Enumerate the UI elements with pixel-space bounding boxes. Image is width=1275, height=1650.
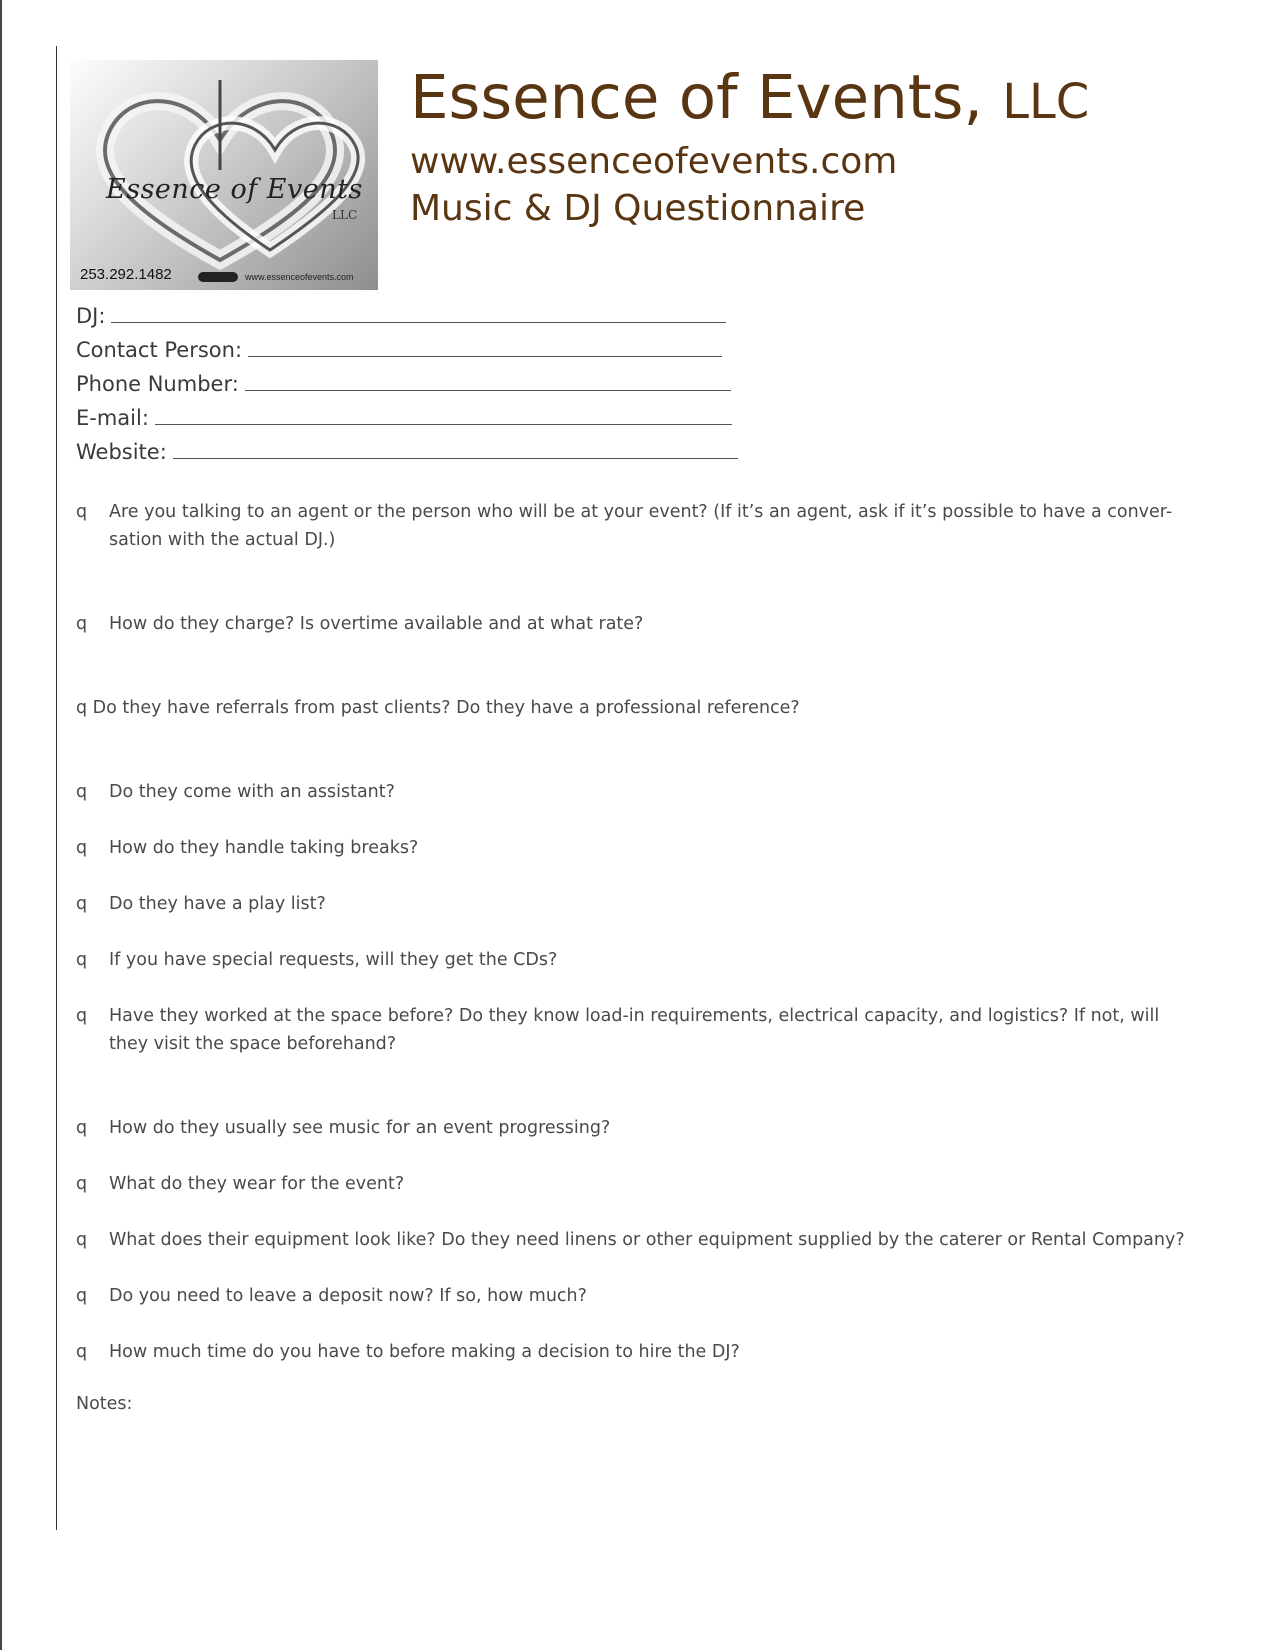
field-website[interactable]: [76, 440, 738, 468]
question-item: [76, 610, 1196, 638]
blank-line[interactable]: [155, 406, 732, 425]
field-email[interactable]: [76, 406, 732, 434]
field-phone-number[interactable]: [76, 372, 731, 400]
notes-label: Notes:: [76, 1394, 133, 1414]
checkbox-bullet: q: [76, 502, 88, 522]
question-item: [76, 778, 1196, 806]
checkbox-bullet: q: [76, 1230, 88, 1250]
checkbox-bullet: q: [76, 614, 88, 634]
question-item: [76, 1226, 1196, 1254]
checkbox-bullet: q: [76, 1006, 88, 1026]
question-item: [76, 834, 1196, 862]
question-text: How much time do you have to before making a decision to hire the DJ?: [109, 1342, 740, 1362]
checkbox-bullet: q: [76, 894, 88, 914]
field-label: Website:: [76, 440, 167, 464]
question-item: [76, 1002, 1196, 1062]
checkbox-bullet: q: [76, 1342, 88, 1362]
blank-line[interactable]: [245, 372, 731, 391]
checkbox-bullet: q: [76, 1118, 88, 1138]
question-item: [76, 1282, 1196, 1310]
field-label: Contact Person:: [76, 338, 243, 362]
checkbox-bullet: q: [76, 1286, 88, 1306]
question-item: [76, 1170, 1196, 1198]
question-text: If you have special requests, will they get the CDs?: [109, 950, 558, 970]
question-item: [76, 1338, 1196, 1366]
question-text: q Do they have referrals from past clients? Do they have a professional reference?: [76, 698, 800, 718]
blank-line[interactable]: [173, 440, 738, 459]
company-suffix: LLC: [1002, 74, 1090, 130]
question-text: How do they handle taking breaks?: [109, 838, 419, 858]
blank-line[interactable]: [248, 338, 722, 357]
logo-phone: 253.292.1482: [80, 266, 172, 283]
checkbox-bullet: q: [76, 782, 88, 802]
question-text: How do they usually see music for an event progressing?: [109, 1118, 611, 1138]
field-label: E-mail:: [76, 406, 149, 430]
company-title: [410, 62, 1089, 133]
question-text: Are you talking to an agent or the person who will be at your event? (If it’s an agent, ask if it’s possible to have a conver- sation with the actual DJ.): [109, 502, 1173, 550]
field-label: Phone Number:: [76, 372, 239, 396]
page-edge: [0, 0, 2, 1650]
question-text: What does their equipment look like? Do they need linens or other equipment supplied by the caterer or Rental Company?: [109, 1230, 1185, 1250]
question-text: Have they worked at the space before? Do they know load-in requirements, electrical capacity, and logistics? If not, will they visit the space beforehand?: [109, 1006, 1160, 1054]
question-text: Do they have a play list?: [109, 894, 326, 914]
field-dj[interactable]: [76, 304, 726, 332]
logo-llc: LLC: [332, 208, 358, 222]
question-item: [76, 1114, 1196, 1142]
field-contact-person[interactable]: [76, 338, 722, 366]
company-url: www.essenceofevents.com: [410, 141, 898, 182]
blank-line[interactable]: [111, 304, 726, 323]
question-item: [76, 498, 1196, 558]
logo-name: Essence of Events: [106, 174, 363, 205]
checkbox-bullet: q: [76, 1174, 88, 1194]
margin-rule: [56, 46, 57, 1530]
question-text: What do they wear for the event?: [109, 1174, 405, 1194]
checkbox-bullet: q: [76, 950, 88, 970]
company-logo: [70, 60, 378, 290]
company-name: Essence of Events,: [410, 62, 983, 133]
field-label: DJ:: [76, 304, 106, 328]
question-text: Do they come with an assistant?: [109, 782, 395, 802]
logo-website: www.essenceofevents.com: [245, 272, 354, 282]
checkbox-bullet: q: [76, 838, 88, 858]
question-item: [76, 890, 1196, 918]
document-title: Music & DJ Questionnaire: [410, 188, 866, 229]
question-item: [76, 946, 1196, 974]
usb-icon: [198, 272, 238, 282]
question-text: How do they charge? Is overtime available and at what rate?: [109, 614, 644, 634]
question-text: Do you need to leave a deposit now? If so, how much?: [109, 1286, 587, 1306]
